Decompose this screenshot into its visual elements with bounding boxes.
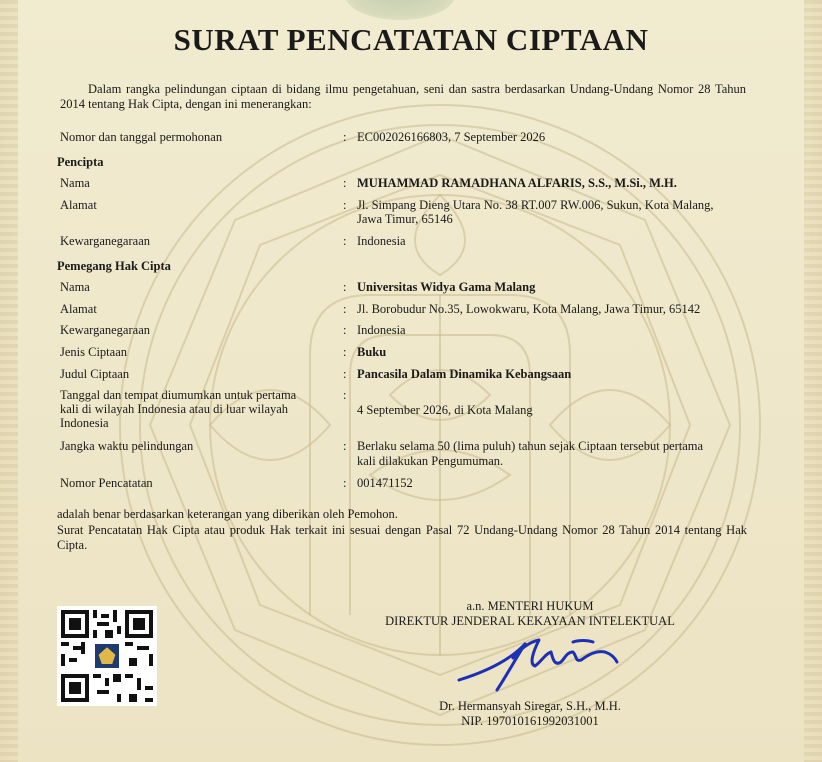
announce-value: 4 September 2026, di Kota Malang xyxy=(357,403,533,417)
work-type-label: Jenis Ciptaan xyxy=(60,345,128,359)
colon-separator: : xyxy=(343,130,347,144)
colon-separator: : xyxy=(343,345,347,359)
colon-separator: : xyxy=(343,388,347,402)
closing-line1: adalah benar berdasarkan keterangan yang diberikan oleh Pemohon. xyxy=(57,507,398,521)
holder-name: Universitas Widya Gama Malang xyxy=(357,280,536,294)
protection-label: Jangka waktu pelindungan xyxy=(60,439,194,453)
creator-citizenship-label: Kewarganegaraan xyxy=(60,234,150,248)
colon-separator: : xyxy=(343,198,347,212)
holder-citizenship-label: Kewarganegaraan xyxy=(60,323,150,337)
work-title: Pancasila Dalam Dinamika Kebangsaan xyxy=(357,367,572,381)
garuda-emblem-icon xyxy=(345,0,455,20)
colon-separator: : xyxy=(343,234,347,248)
colon-separator: : xyxy=(343,176,347,190)
closing-line2: Surat Pencatatan Hak Cipta atau produk Hak terkait ini sesuai dengan Pasal 72 Undang-Undang Nomor 28 Tahun 2014 tentang Hak Cipta. xyxy=(57,523,747,552)
office-title: DIREKTUR JENDERAL KEKAYAAN INTELEKTUAL xyxy=(385,614,675,628)
colon-separator: : xyxy=(343,439,347,453)
signatory-nip: NIP. 197010161992031001 xyxy=(461,714,599,728)
creator-name: MUHAMMAD RAMADHANA ALFARIS, S.S., M.Si., M.H. xyxy=(357,176,677,190)
creator-address-line2: Jawa Timur, 65146 xyxy=(357,212,453,226)
announce-label-line1: Tanggal dan tempat diumumkan untuk pertama xyxy=(60,388,297,402)
right-decorative-border xyxy=(804,0,822,762)
colon-separator: : xyxy=(343,367,347,381)
qr-code-icon xyxy=(57,606,157,706)
record-number: 001471152 xyxy=(357,476,413,490)
work-title-label: Judul Ciptaan xyxy=(60,367,130,381)
protection-line1: Berlaku selama 50 (lima puluh) tahun sejak Ciptaan tersebut pertama xyxy=(357,439,704,453)
intro-paragraph: Dalam rangka pelindungan ciptaan di bidang ilmu pengetahuan, seni dan sastra berdasarkan Undang-Undang Nomor 28 Tahun 2014 tentang Hak Cipta, dengan ini menerangkan: xyxy=(60,82,746,111)
announce-label-line3: Indonesia xyxy=(60,416,109,430)
colon-separator: : xyxy=(343,302,347,316)
left-decorative-border xyxy=(0,0,18,762)
creator-address-label: Alamat xyxy=(60,198,97,212)
document-title: SURAT PENCATATAN CIPTAAN xyxy=(173,22,649,57)
creator-heading: Pencipta xyxy=(57,155,104,169)
creator-name-label: Nama xyxy=(60,176,90,190)
creator-address-line1: Jl. Simpang Dieng Utara No. 38 RT.007 RW.006, Sukun, Kota Malang, xyxy=(357,198,714,212)
record-number-label: Nomor Pencatatan xyxy=(60,476,153,490)
signature-icon xyxy=(455,630,620,695)
holder-name-label: Nama xyxy=(60,280,90,294)
colon-separator: : xyxy=(343,476,347,490)
holder-heading: Pemegang Hak Cipta xyxy=(57,259,171,273)
on-behalf-text: a.n. MENTERI HUKUM xyxy=(466,599,594,613)
holder-citizenship: Indonesia xyxy=(357,323,406,337)
announce-label-line2: kali di wilayah Indonesia atau di luar wilayah xyxy=(60,402,289,416)
creator-citizenship: Indonesia xyxy=(357,234,406,248)
holder-address-label: Alamat xyxy=(60,302,97,316)
protection-line2: kali dilakukan Pengumuman. xyxy=(357,454,504,468)
work-type: Buku xyxy=(357,345,387,359)
application-label: Nomor dan tanggal permohonan xyxy=(60,130,223,144)
application-value: EC002026166803, 7 September 2026 xyxy=(357,130,546,144)
colon-separator: : xyxy=(343,323,347,337)
holder-address: Jl. Borobudur No.35, Lowokwaru, Kota Malang, Jawa Timur, 65142 xyxy=(357,302,701,316)
colon-separator: : xyxy=(343,280,347,294)
signatory-name: Dr. Hermansyah Siregar, S.H., M.H. xyxy=(439,699,621,713)
